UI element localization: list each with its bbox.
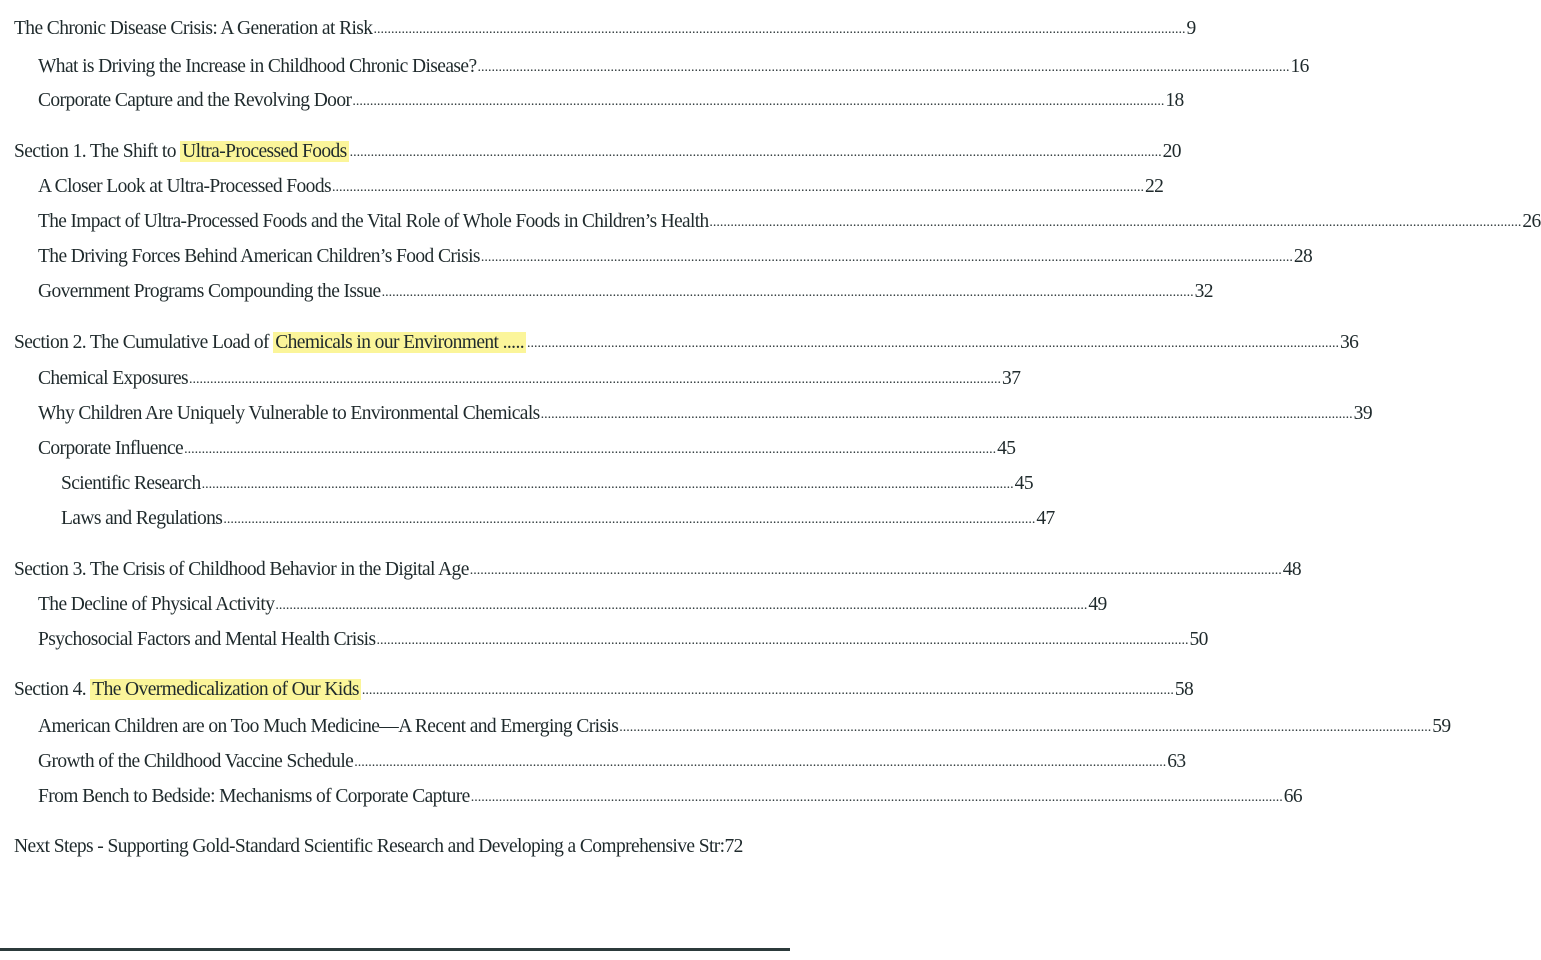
dot-leader: ........................................................................................................................................................................................................................................ (709, 215, 1522, 230)
toc-entry-government-programs[interactable] (38, 273, 1213, 303)
toc-entry-scientific-research[interactable] (61, 465, 1033, 495)
toc-entry-title: Why Children Are Uniquely Vulnerable to Environmental Chemicals (38, 403, 540, 424)
toc-entry-section-2[interactable] (14, 324, 1359, 354)
toc-entry-title: What is Driving the Increase in Childhood Chronic Disease? (38, 56, 477, 77)
toc-page-number: 26 (1522, 211, 1541, 232)
toc-entry-psychosocial-factors[interactable] (38, 621, 1208, 651)
toc-entry-title: Section 2. The Cumulative Load of Chemicals in our Environment ..... (14, 332, 524, 353)
highlighted-text: The Overmedicalization of Our Kids (92, 679, 359, 700)
toc-entry-title: The Decline of Physical Activity (38, 594, 275, 615)
dot-leader: ........................................................................................................................................................................................................................................ (373, 22, 1186, 37)
dot-leader: ........................................................................................................................................................................................................................................ (540, 407, 1353, 422)
dot-leader: ........................................................................................................................................................................................................................................ (619, 720, 1432, 735)
toc-page-number: 49 (1088, 594, 1107, 615)
toc-page-number: 45 (997, 438, 1016, 459)
toc-entry-driving-forces[interactable] (38, 238, 1313, 268)
toc-entry-title: Section 3. The Crisis of Childhood Behavior in the Digital Age (14, 559, 469, 580)
toc-entry-driving-increase[interactable] (38, 48, 1309, 78)
toc-page-number: 63 (1167, 751, 1186, 772)
toc-entry-next-steps[interactable] (14, 828, 756, 858)
toc-entry-laws-regulations[interactable] (61, 500, 1055, 530)
toc-entry-section-3[interactable] (14, 551, 1302, 581)
dot-leader: ........................................................................................................................................................................................................................................ (381, 285, 1194, 300)
toc-entry-title: A Closer Look at Ultra-Processed Foods (38, 176, 331, 197)
toc-entry-children-vulnerable[interactable] (38, 395, 1372, 425)
toc-entry-title: Scientific Research (61, 473, 201, 494)
dot-leader: ........................................................................................................................................................................................................................................ (354, 755, 1167, 770)
toc-entry-corporate-influence[interactable] (38, 430, 1016, 460)
dot-leader: ........................................................................................................................................................................................................................................ (201, 477, 1014, 492)
toc-page-number: 48 (1282, 559, 1302, 580)
toc-entry-title: From Bench to Bedside: Mechanisms of Corporate Capture (38, 786, 470, 807)
toc-page-number: 9 (1186, 18, 1196, 39)
dot-leader: ........................................................................................................................................................................................................................................ (331, 180, 1144, 195)
highlighted-text: Chemicals in our Environment ..... (275, 332, 524, 353)
dot-leader: ........................................................................................................................................................................................................................................ (470, 790, 1283, 805)
toc-page-number: 45 (1014, 473, 1033, 494)
toc-page-number: 22 (1144, 176, 1164, 197)
toc-page-number: 20 (1162, 141, 1181, 162)
toc-entry-title: Government Programs Compounding the Issue (38, 281, 381, 302)
toc-entry-chronic-disease-crisis[interactable] (14, 10, 1196, 40)
toc-entry-impact-upf[interactable] (38, 203, 1541, 233)
toc-page-number: 36 (1340, 332, 1359, 353)
toc-page-number: 39 (1353, 403, 1372, 424)
dot-leader: ........................................................................................................................................................................................................................................ (376, 633, 1189, 648)
toc-entry-chemical-exposures[interactable] (38, 360, 1021, 390)
dot-leader: ........................................................................................................................................................................................................................................ (352, 94, 1165, 109)
toc-entry-title: Section 1. The Shift to Ultra-Processed Foods (14, 141, 347, 162)
dot-leader: ........................................................................................................................................................................................................................................ (469, 563, 1282, 578)
toc-page-number: 18 (1165, 90, 1184, 111)
toc-entry-title: Next Steps - Supporting Gold-Standard Scientific Research and Developing a Comprehensive Str: (14, 836, 725, 857)
toc-page-number: 50 (1189, 629, 1208, 650)
toc-entry-title: The Impact of Ultra-Processed Foods and the Vital Role of Whole Foods in Children’s Health (38, 211, 709, 232)
toc-page-number: 58 (1174, 679, 1194, 700)
toc-entry-title: Growth of the Childhood Vaccine Schedule (38, 751, 354, 772)
toc-entry-title: American Children are on Too Much Medicine—A Recent and Emerging Crisis (38, 716, 619, 737)
toc-entry-title: Corporate Capture and the Revolving Door (38, 90, 352, 111)
toc-entry-physical-activity[interactable] (38, 586, 1107, 616)
dot-leader: ........................................................................................................................................................................................................................................ (477, 60, 1290, 75)
toc-page-number: 16 (1290, 56, 1309, 77)
toc-page-number: 47 (1036, 508, 1055, 529)
dot-leader: ........................................................................................................................................................................................................................................ (527, 336, 1339, 351)
toc-entry-too-much-medicine[interactable] (38, 708, 1451, 738)
highlighted-text: Ultra-Processed Foods (182, 141, 347, 162)
dot-leader: ........................................................................................................................................................................................................................................ (361, 683, 1174, 698)
dot-leader: ........................................................................................................................................................................................................................................ (349, 145, 1162, 160)
toc-entry-title: Chemical Exposures (38, 368, 189, 389)
toc-entry-section-4[interactable] (14, 671, 1194, 701)
dot-leader: ........................................................................................................................................................................................................................................ (184, 442, 997, 457)
dot-leader: ........................................................................................................................................................................................................................................ (189, 372, 1002, 387)
toc-entry-title: The Driving Forces Behind American Children’s Food Crisis (38, 246, 480, 267)
toc-entry-title: Psychosocial Factors and Mental Health Crisis (38, 629, 376, 650)
toc-page-number: 72 (724, 836, 743, 857)
toc-entry-bench-to-bedside[interactable] (38, 778, 1303, 808)
toc-entry-vaccine-schedule[interactable] (38, 743, 1186, 773)
toc-entry-title: Corporate Influence (38, 438, 184, 459)
toc-page-number: 59 (1432, 716, 1451, 737)
toc-entry-title: Laws and Regulations (61, 508, 223, 529)
toc-page-number: 66 (1283, 786, 1303, 807)
dot-leader: ........................................................................................................................................................................................................................................ (480, 250, 1293, 265)
toc-page-number: 37 (1002, 368, 1021, 389)
dot-leader: ........................................................................................................................................................................................................................................ (275, 598, 1088, 613)
toc-page-number: 32 (1194, 281, 1213, 302)
toc-entry-corporate-capture[interactable] (38, 82, 1184, 112)
toc-entry-title: Section 4. The Overmedicalization of Our Kids (14, 679, 359, 700)
toc-page-number: 28 (1293, 246, 1313, 267)
toc-entry-section-1[interactable] (14, 133, 1181, 163)
toc-entry-closer-look-upf[interactable] (38, 168, 1164, 198)
page-bottom-rule (0, 948, 790, 951)
toc-entry-title: The Chronic Disease Crisis: A Generation at Risk (14, 18, 373, 39)
dot-leader: ........................................................................................................................................................................................................................................ (223, 512, 1036, 527)
